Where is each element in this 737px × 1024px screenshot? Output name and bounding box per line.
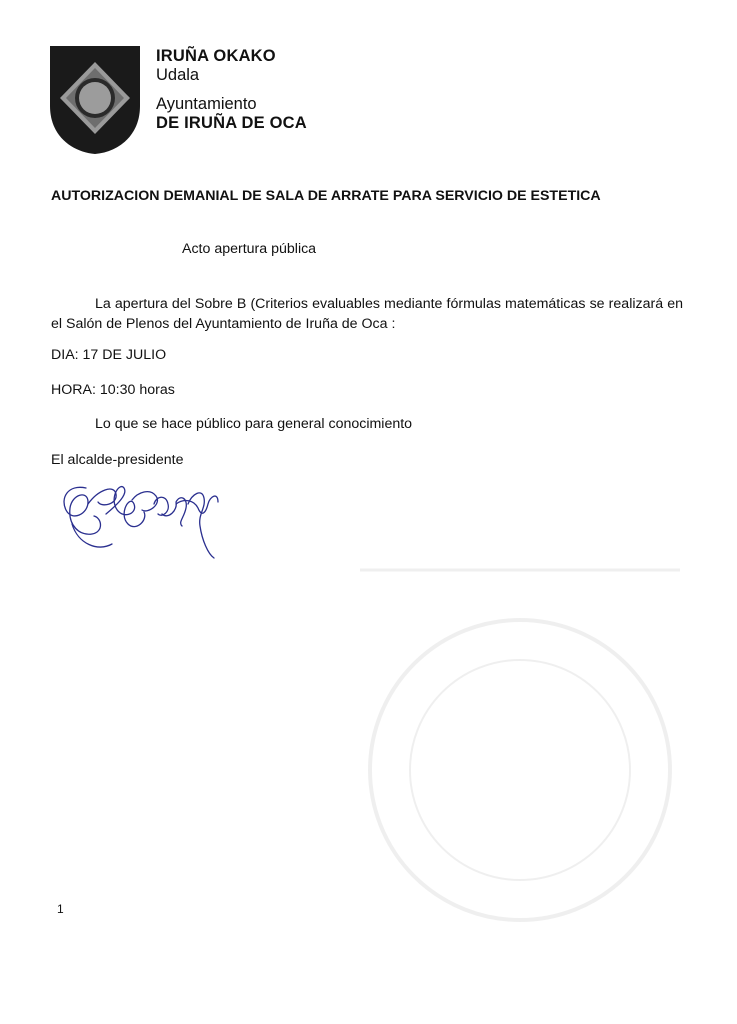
- org-name-basque: IRUÑA OKAKO: [156, 47, 276, 65]
- public-notice-line: Lo que se hace público para general conocimiento: [95, 416, 413, 432]
- municipal-crest-icon: [48, 44, 142, 156]
- faint-stamp-watermark: [340, 540, 700, 960]
- page-number: 1: [57, 902, 64, 916]
- document-title: AUTORIZACION DEMANIAL DE SALA DE ARRATE PARA SERVICIO DE ESTETICA: [51, 188, 601, 204]
- body-paragraph: La apertura del Sobre B (Criterios evaluables mediante fórmulas matemáticas se realizará en el Salón de Plenos del Ayuntamiento de Iruña de Oca :: [51, 296, 683, 332]
- handwritten-signature: [58, 474, 228, 570]
- organization-name: [156, 47, 307, 133]
- org-name-spanish: DE IRUÑA DE OCA: [156, 113, 307, 132]
- org-ayuntamiento: Ayuntamiento: [156, 94, 257, 113]
- date-line: DIA: 17 DE JULIO: [51, 347, 167, 363]
- time-line: HORA: 10:30 horas: [51, 382, 175, 398]
- document-subtitle: Acto apertura pública: [182, 241, 317, 257]
- org-udala: Udala: [156, 65, 200, 84]
- signatory-label: El alcalde-presidente: [51, 452, 184, 468]
